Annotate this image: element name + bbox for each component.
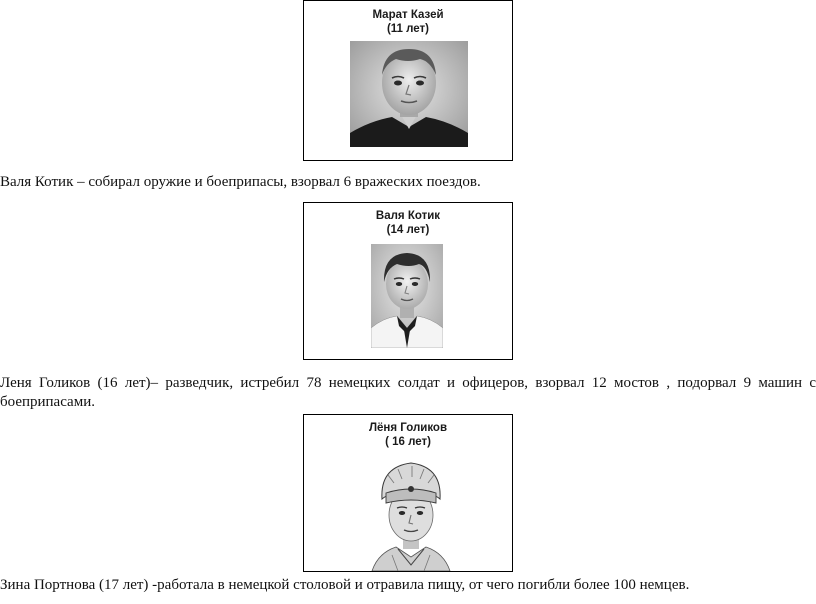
hero-age: (11 лет)	[386, 23, 430, 35]
hero-name: Марат Казей	[372, 9, 444, 21]
paragraph-lenya-golikov: Леня Голиков (16 лет)– разведчик, истребил 78 немецких солдат и офицеров, взорвал 12 мостов , подорвал 9 машин с боеприпасами.	[0, 375, 816, 410]
photo-marat-kazei	[350, 41, 468, 147]
card-caption	[304, 209, 512, 237]
hero-name: Валя Котик	[375, 210, 441, 222]
photo-valya-kotik	[371, 244, 443, 348]
hero-name: Лёня Голиков	[368, 422, 448, 434]
paragraph-valya-kotik: Валя Котик – собирал оружие и боеприпасы, взорвал 6 вражеских поездов.	[0, 174, 481, 190]
card-caption	[304, 421, 512, 449]
hero-card-lenya-golikov	[303, 414, 513, 572]
card-caption	[304, 8, 512, 36]
hero-age: ( 16 лет)	[385, 436, 431, 448]
hero-card-marat-kazei	[303, 0, 513, 161]
paragraph-zina-portnova: Зина Портнова (17 лет) -работала в немецкой столовой и отравила пищу, от чего погибли более 100 немцев.	[0, 577, 690, 593]
photo-lenya-golikov	[368, 453, 454, 571]
hero-age: (14 лет)	[386, 224, 430, 236]
hero-card-valya-kotik	[303, 202, 513, 360]
